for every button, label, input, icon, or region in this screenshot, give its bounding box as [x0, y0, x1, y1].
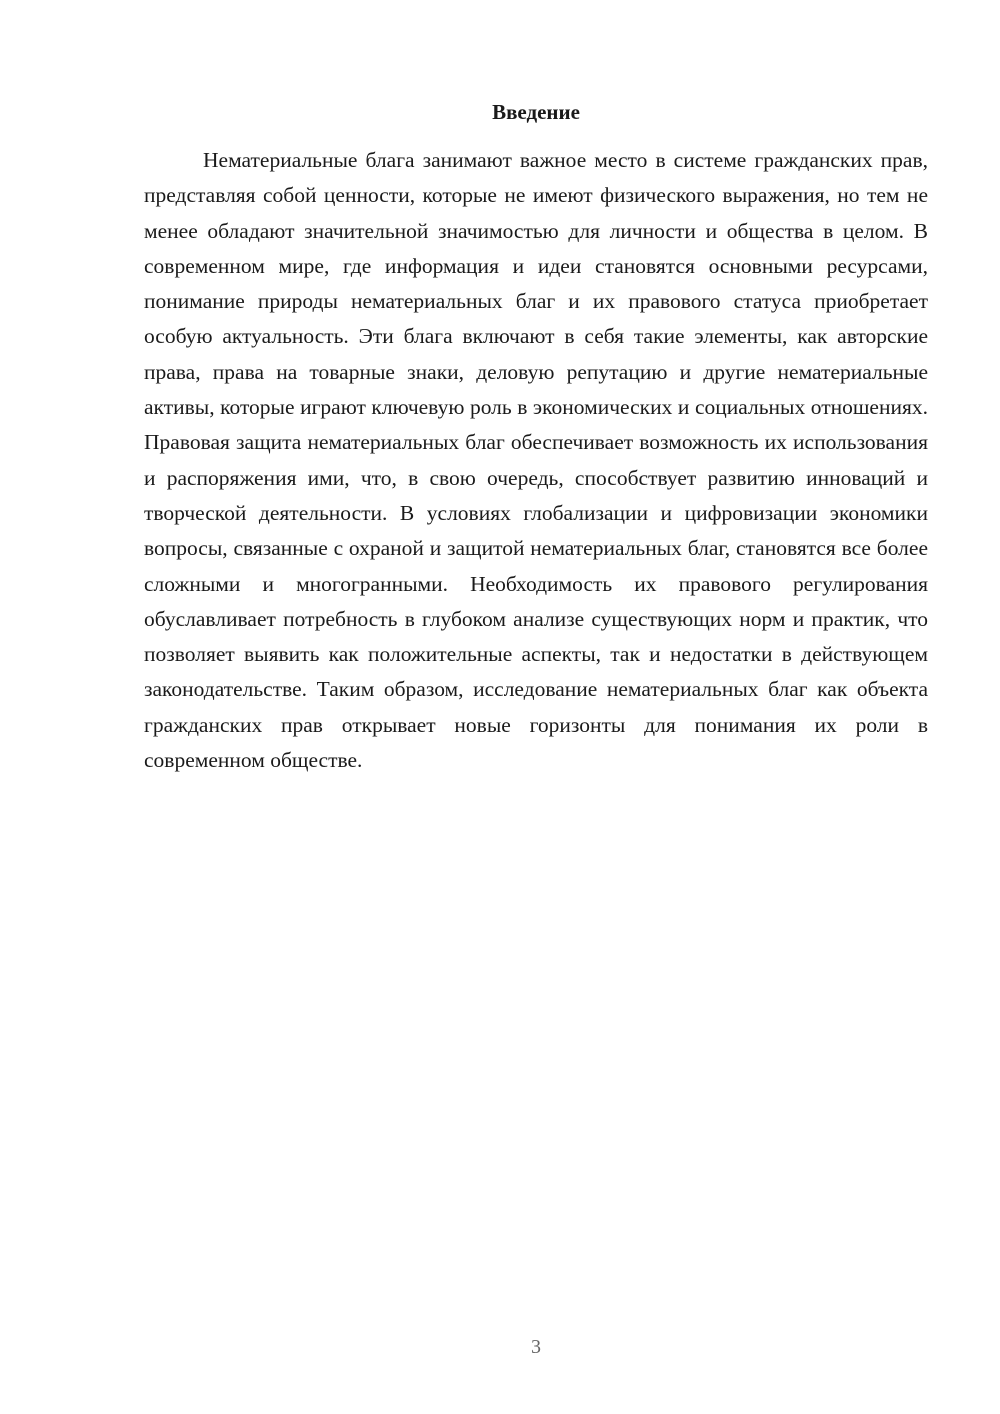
introduction-paragraph: Нематериальные блага занимают важное место в системе гражданских прав, представляя собой ценности, которые не имеют физического выражения, но тем не менее обладают значительной значимостью для личности и общества в целом. В современном мире, где информация и идеи становятся основными ресурсами, понимание природы нематериальных благ и их правового статуса приобретает особую актуальность. Эти блага включают в себя такие элементы, как авторские права, права на товарные знаки, деловую репутацию и другие нематериальные активы, которые играют ключевую роль в экономических и социальных отношениях. Правовая защита нематериальных благ обеспечивает возможность их использования и распоряжения ими, что, в свою очередь, способствует развитию инноваций и творческой деятельности. В условиях глобализации и цифровизации экономики вопросы, связанные с охраной и защитой нематериальных благ, становятся все более сложными и многогранными. Необходимость их правового регулирования обуславливает потребность в глубоком анализе существующих норм и практик, что позволяет выявить как положительные аспекты, так и недостатки в действующем законодательстве. Таким образом, исследование нематериальных благ как объекта гражданских прав открывает новые горизонты для понимания их роли в современном обществе. — [144, 148, 928, 773]
page-number: 3 — [531, 1336, 541, 1358]
section-heading: Введение — [492, 100, 580, 124]
